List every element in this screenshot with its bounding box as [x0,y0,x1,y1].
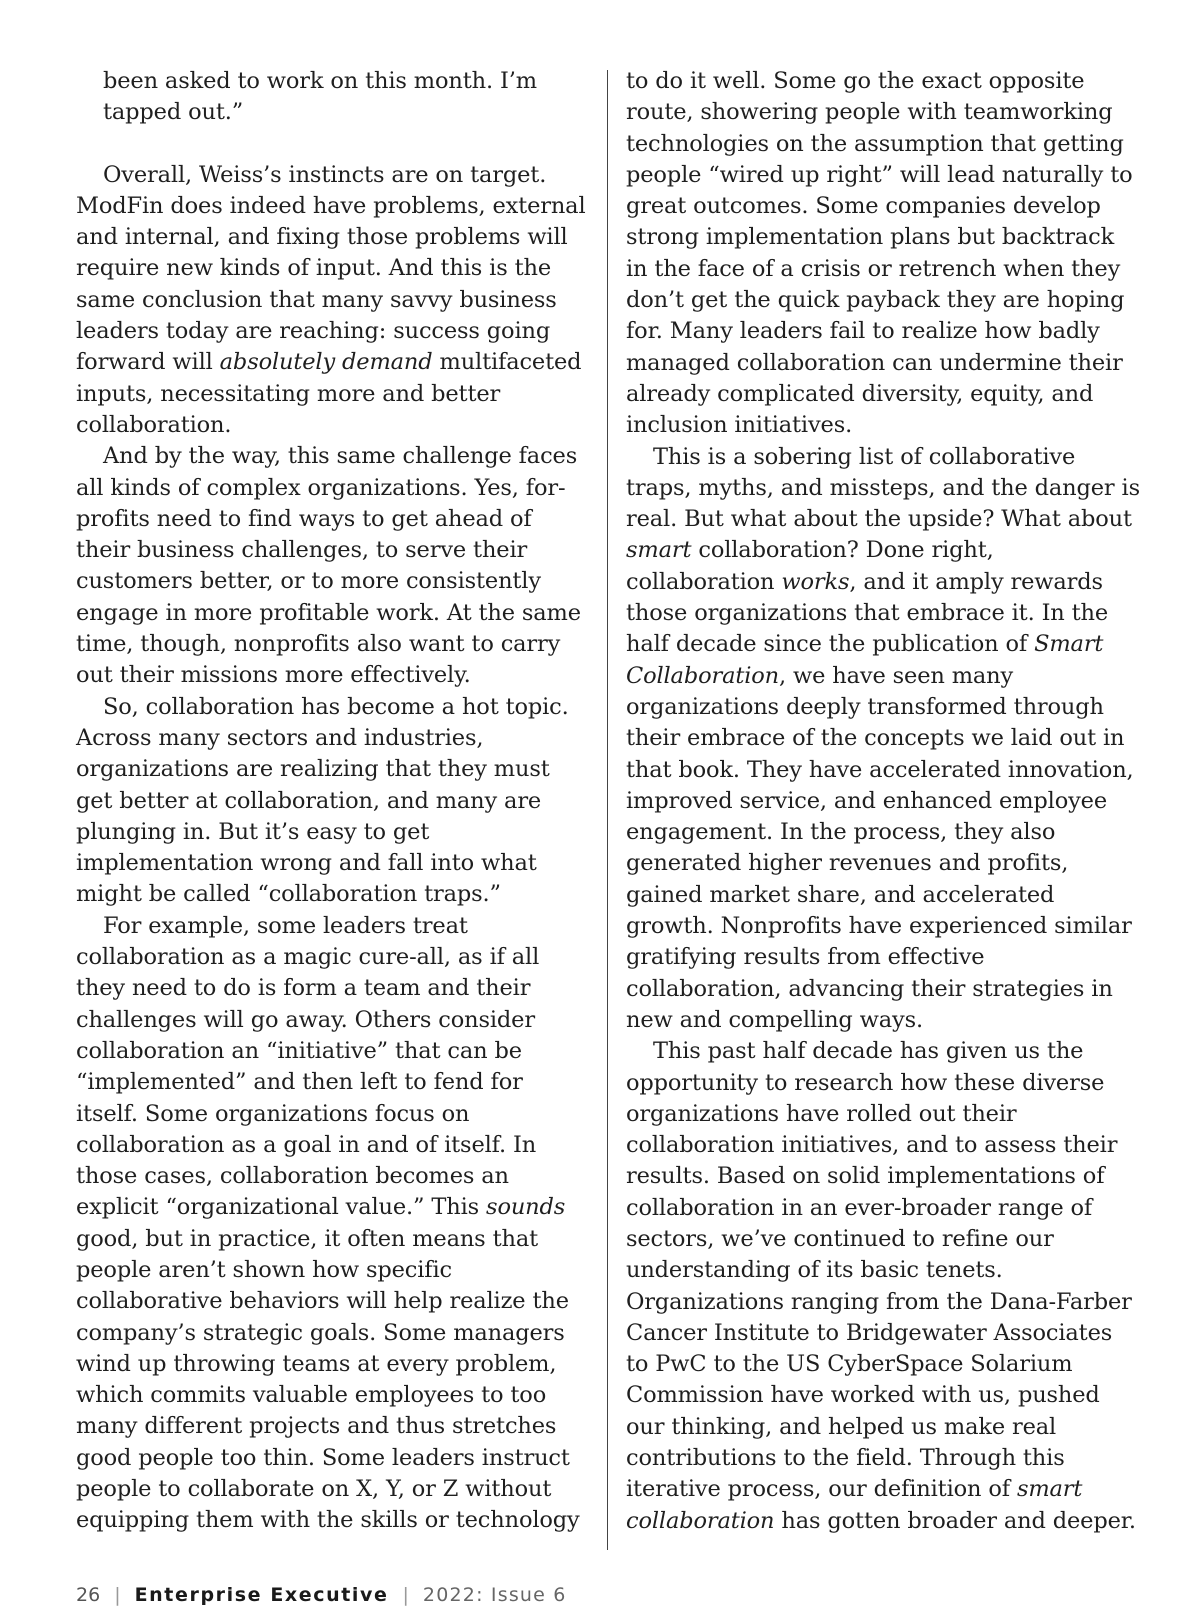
paragraph: Overall, Weiss’s instincts are on target. ModFin does indeed have problems, external and internal, and fixing those problems will require new kinds of input. And this is the same conclusion that many savvy business leaders today are reaching: success going forward will absolutely demand multifaceted inputs, necessitating more and better collaboration. [76,161,586,438]
paragraph: For example, some leaders treat collaboration as a magic cure-all, as if all they need to do is form a team and their challenges will go away. Others consider collaboration an “initiative” that can be “implemented” and then left to fend for itself. Some organizations focus on collaboration as a goal in and of itself. In those cases, collaboration becomes an explicit “organizational value.” This sounds good, but in practice, it often means that people aren’t shown how specific collaborative behaviors will help realize the company’s strategic goals. Some managers wind up throwing teams at every problem, which commits valuable employees to too many different projects and thus stretches good people too thin. Some leaders instruct people to collaborate on X, Y, or Z without equipping them with the skills or technology [76,912,580,1534]
footer-separator: | [402,1584,409,1606]
page-footer [76,1584,567,1606]
magazine-title: Enterprise Executive [134,1584,389,1606]
paragraph: to do it well. Some go the exact opposite route, showering people with teamworking technologies on the assumption that getting people “wired up right” will lead naturally to great outcomes. Some companies develop strong implementation plans but backtrack in the face of a crisis or retrench when they don’t get the quick payback they are hoping for. Many leaders fail to realize how badly managed collaboration can undermine their already complicated diversity, equity, and inclusion initiatives. [626,68,1133,439]
paragraph: And by the way, this same challenge faces all kinds of complex organizations. Yes, for-profits need to find ways to get ahead of their business challenges, to serve their customers better, or to more consistently engage in more profitable work. At the same time, though, nonprofits also want to carry out their missions more effectively. [76,443,581,689]
footer-separator: | [114,1584,121,1606]
right-column [626,66,1141,1537]
column-divider [607,70,608,1550]
issue-label: 2022: Issue 6 [422,1584,567,1606]
paragraph: So, collaboration has become a hot topic. Across many sectors and industries, organizations are realizing that they must get better at collaboration, and many are plunging in. But it’s easy to get implementation wrong and fall into what might be called “collaboration traps.” [76,693,569,908]
quote-ending: been asked to work on this month. I’m tapped out.” [103,68,537,126]
left-column [76,66,591,1537]
page-number: 26 [76,1584,101,1606]
paragraph: This past half decade has given us the opportunity to research how these diverse organizations have rolled out their collaboration initiatives, and to assess their results. Based on solid implementations of collaboration in an ever-broader range of sectors, we’ve continued to refine our understanding of its basic tenets. Organizations ranging from the Dana-Farber Cancer Institute to Bridgewater Associates to PwC to the US CyberSpace Solarium Commission have worked with us, pushed our thinking, and helped us make real contributions to the field. Through this iterative process, our definition of smart collaboration has gotten broader and deeper. [626,1038,1136,1534]
paragraph: This is a sobering list of collaborative traps, myths, and missteps, and the danger is real. But what about the upside? What about smart collaboration? Done right, collaboration works, and it amply rewards those organizations that embrace it. In the half decade since the publication of Smart Collaboration, we have seen many organizations deeply transformed through their embrace of the concepts we laid out in that book. They have accelerated innovation, improved service, and enhanced employee engagement. In the process, they also generated higher revenues and profits, gained market share, and accelerated growth. Nonprofits have experienced similar gratifying results from effective collaboration, advancing their strategies in new and compelling ways. [626,443,1140,1033]
